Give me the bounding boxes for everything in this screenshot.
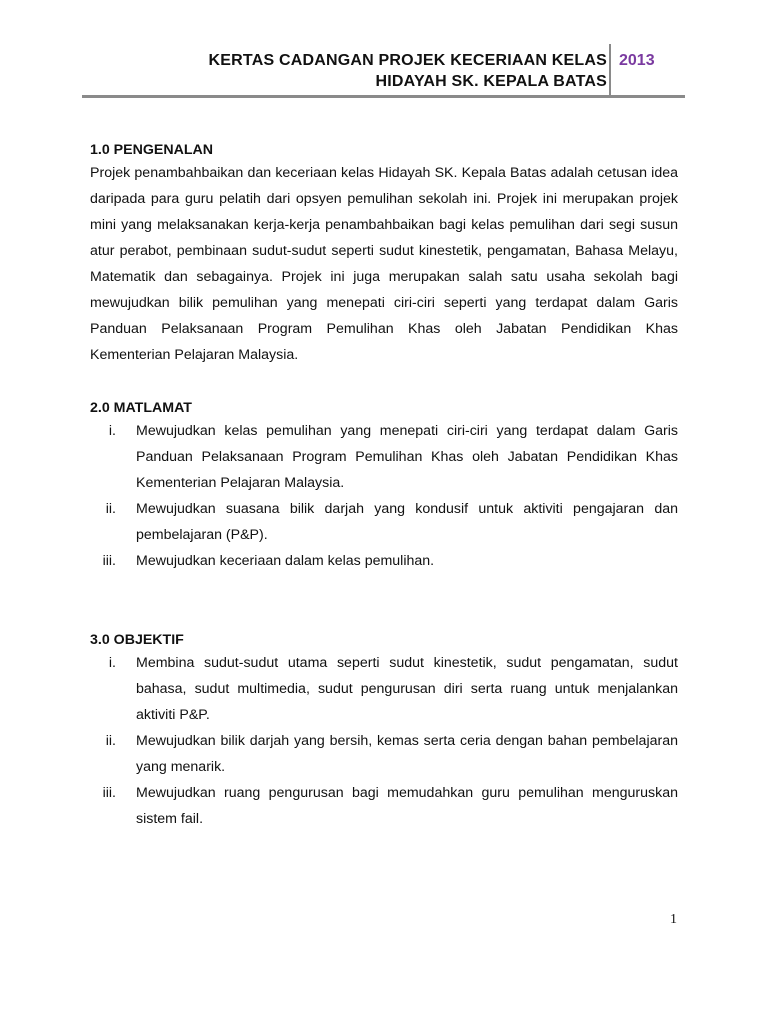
page-header bbox=[82, 44, 685, 96]
list-item bbox=[90, 418, 678, 496]
section-matlamat bbox=[90, 398, 678, 574]
list-text: Mewujudkan keceriaan dalam kelas pemulihan. bbox=[136, 553, 435, 569]
header-divider bbox=[609, 44, 611, 96]
list-item bbox=[90, 728, 678, 780]
section-pengenalan bbox=[90, 140, 678, 368]
list-number: ii. bbox=[105, 733, 116, 749]
list-number: i. bbox=[108, 655, 116, 671]
list-number: i. bbox=[108, 423, 116, 439]
section-heading: 2.0 MATLAMAT bbox=[90, 400, 192, 416]
section-heading: 1.0 PENGENALAN bbox=[90, 142, 213, 158]
section-heading: 3.0 OBJEKTIF bbox=[90, 632, 184, 648]
objectives-list bbox=[90, 650, 678, 832]
title-line-1: KERTAS CADANGAN PROJEK KECERIAAN KELAS bbox=[208, 52, 607, 69]
list-item bbox=[90, 780, 678, 832]
list-item bbox=[90, 650, 678, 728]
section-objektif bbox=[90, 630, 678, 832]
header-year: 2013 bbox=[619, 52, 655, 69]
list-number: iii. bbox=[102, 785, 116, 801]
list-item bbox=[90, 548, 678, 574]
section-paragraph: Projek penambahbaikan dan keceriaan kelas Hidayah SK. Kepala Batas adalah cetusan idea daripada para guru pelatih dari opsyen pemulihan sekolah ini. Projek ini merupakan projek mini yang melaksanakan kerja-kerja penambahbaikan bagi kelas pemulihan dari segi susun atur perabot, pembinaan sudut-sudut seperti sudut kinestetik, pengamatan, Bahasa Melayu, Matematik dan sebagainya. Projek ini juga merupakan salah satu usaha sekolah bagi mewujudkan bilik pemulihan yang menepati ciri-ciri seperti yang terdapat dalam Garis Panduan Pelaksanaan Program Pemulihan Khas oleh Jabatan Pendidikan Khas Kementerian Pelajaran Malaysia. bbox=[90, 165, 678, 363]
list-number: ii. bbox=[105, 501, 116, 517]
title-line-2: HIDAYAH SK. KEPALA BATAS bbox=[375, 73, 607, 90]
header-rule bbox=[82, 95, 685, 98]
list-item bbox=[90, 496, 678, 548]
list-number: iii. bbox=[102, 553, 116, 569]
list-text: Mewujudkan ruang pengurusan bagi memudahkan guru pemulihan menguruskan sistem fail. bbox=[136, 785, 678, 827]
goals-list bbox=[90, 418, 678, 574]
page-number: 1 bbox=[670, 912, 677, 927]
document-title bbox=[147, 50, 607, 92]
list-text: Mewujudkan kelas pemulihan yang menepati ciri-ciri yang terdapat dalam Garis Panduan Pelaksanaan Program Pemulihan Khas oleh Jabatan Pendidikan Khas Kementerian Pelajaran Malaysia. bbox=[136, 423, 678, 491]
list-text: Mewujudkan suasana bilik darjah yang kondusif untuk aktiviti pengajaran dan pembelajaran (P&P). bbox=[136, 501, 678, 543]
list-text: Membina sudut-sudut utama seperti sudut kinestetik, sudut pengamatan, sudut bahasa, sudut multimedia, sudut pengurusan diri serta ruang untuk menjalankan aktiviti P&P. bbox=[136, 655, 678, 723]
list-text: Mewujudkan bilik darjah yang bersih, kemas serta ceria dengan bahan pembelajaran yang menarik. bbox=[136, 733, 678, 775]
